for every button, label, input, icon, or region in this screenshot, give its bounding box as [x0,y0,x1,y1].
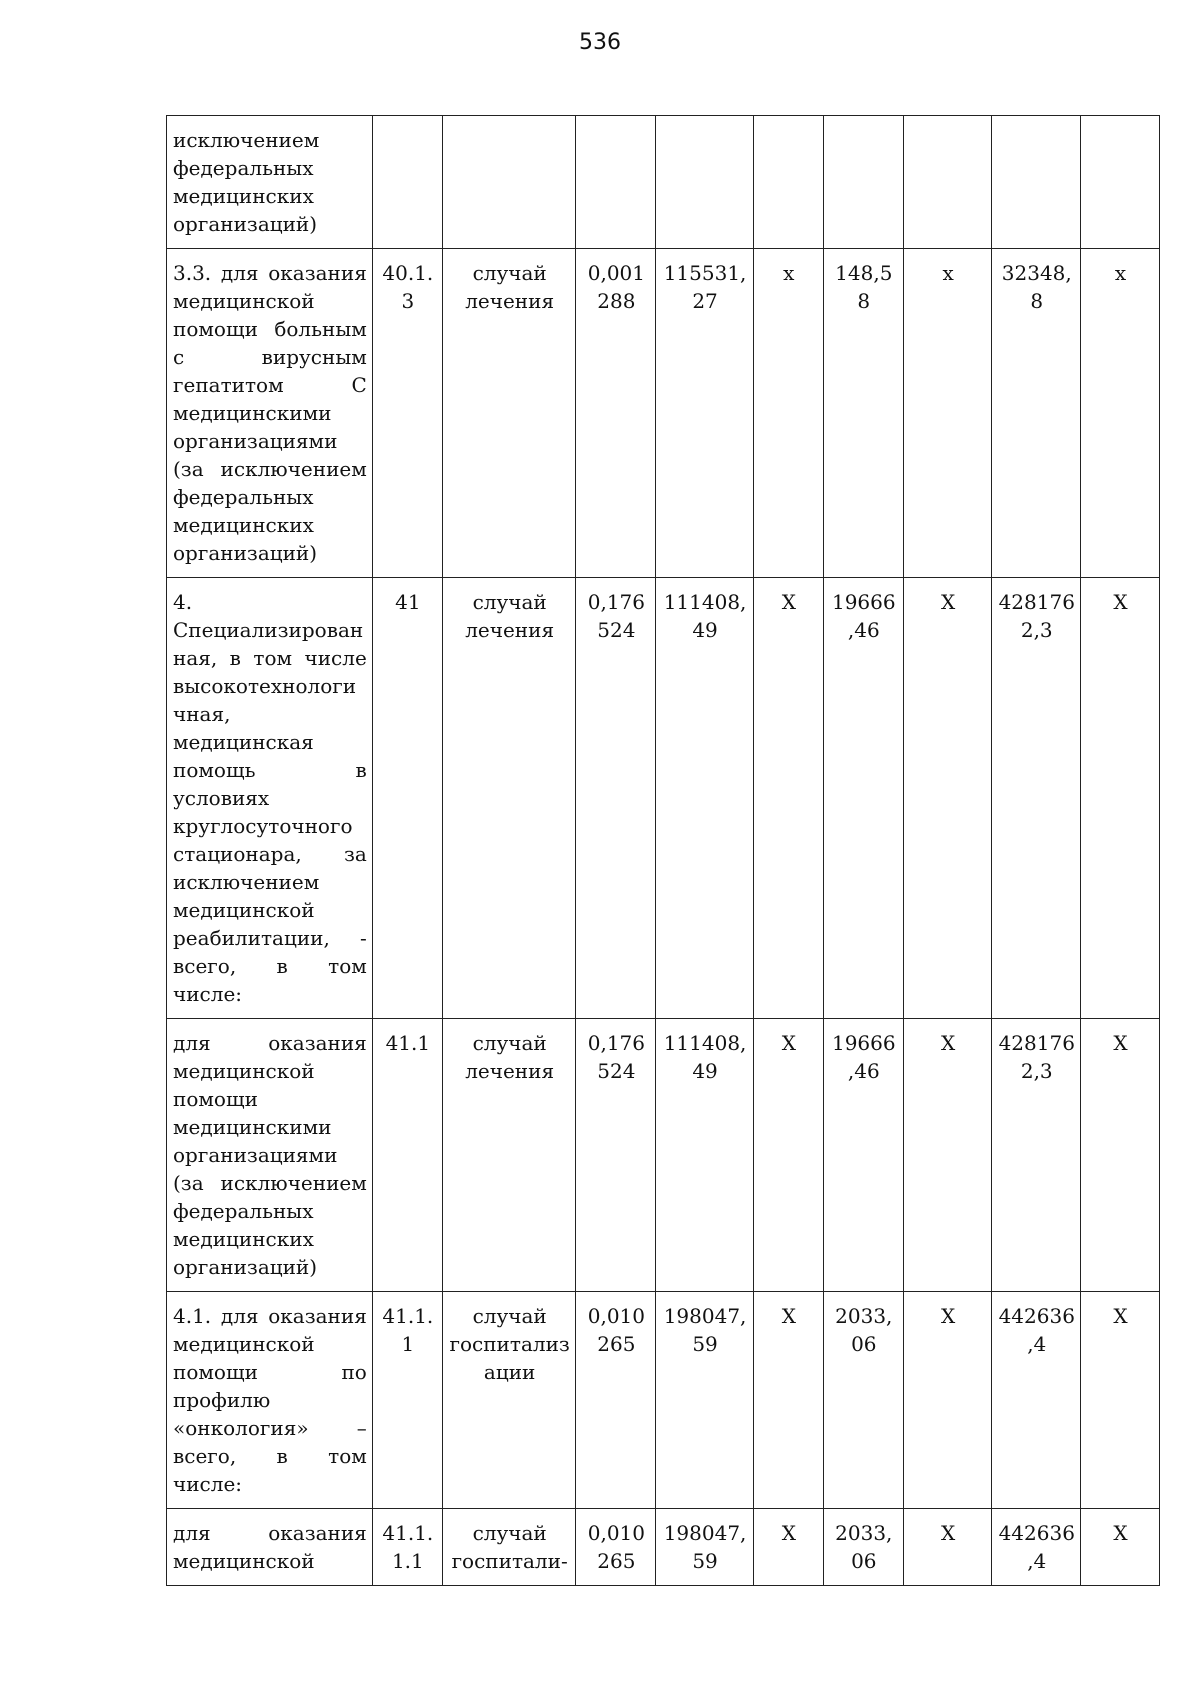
cell-code: 41.1.1 [372,1292,442,1509]
cell-unit [442,116,576,249]
cell-name: исключением федеральных медицинских организаций) [167,116,373,249]
cell-volume: 0,001288 [576,249,656,578]
cell-volume [576,116,656,249]
cell-col7: 2033,06 [823,1292,903,1509]
cell-col6: х [753,249,823,578]
cell-col7: 19666,46 [823,1019,903,1292]
table-row [167,116,1160,249]
cell-unit: случай госпитализации [442,1292,576,1509]
cell-code: 41.1 [372,1019,442,1292]
cell-col8: Х [903,1509,992,1586]
cell-unit: случай госпитали- [442,1509,576,1586]
cell-cost: 115531,27 [656,249,753,578]
cell-col9 [992,116,1081,249]
cell-cost: 198047,59 [656,1509,753,1586]
cell-col9: 442636,4 [992,1292,1081,1509]
cell-col6: Х [753,1292,823,1509]
cell-col9: 4281762,3 [992,578,1081,1019]
cell-code: 41 [372,578,442,1019]
cell-name: 4.1. для оказания медицинской помощи по профилю «онкология» – всего, в том числе: [167,1292,373,1509]
cell-col6 [753,116,823,249]
cell-col10: Х [1081,1292,1160,1509]
page-number: 536 [579,30,621,55]
cell-name: 3.3. для оказания медицинской помощи больным с вирусным гепатитом С медицинскими организациями (за исключением федеральных медицинских организаций) [167,249,373,578]
cell-volume: 0,010265 [576,1292,656,1509]
cell-col10: х [1081,249,1160,578]
cell-cost: 111408,49 [656,578,753,1019]
table-row [167,578,1160,1019]
cell-name: для оказания медицинской [167,1509,373,1586]
cell-col6: Х [753,578,823,1019]
cell-col7 [823,116,903,249]
table-row [167,1509,1160,1586]
cell-unit: случай лечения [442,249,576,578]
cell-col9: 442636,4 [992,1509,1081,1586]
cell-name: 4. Специализированная, в том числе высокотехнологичная, медицинская помощь в условиях круглосуточного стационара, за исключением медицинской реабилитации, - всего, в том числе: [167,578,373,1019]
cell-unit: случай лечения [442,578,576,1019]
cell-col7: 148,58 [823,249,903,578]
cell-col7: 19666,46 [823,578,903,1019]
cell-code: 40.1.3 [372,249,442,578]
cell-cost [656,116,753,249]
table-row [167,1292,1160,1509]
cell-col10: Х [1081,1019,1160,1292]
cell-col10: Х [1081,1509,1160,1586]
cell-col8: Х [903,1019,992,1292]
cell-col8: х [903,249,992,578]
cell-col8: Х [903,1292,992,1509]
cell-col9: 4281762,3 [992,1019,1081,1292]
table-row [167,1019,1160,1292]
cell-col6: Х [753,1019,823,1292]
cell-col10: Х [1081,578,1160,1019]
cell-cost: 198047,59 [656,1292,753,1509]
cell-col7: 2033,06 [823,1509,903,1586]
table-row [167,249,1160,578]
cell-col8 [903,116,992,249]
cell-col6: Х [753,1509,823,1586]
cell-col8: Х [903,578,992,1019]
cell-code: 41.1.1.1 [372,1509,442,1586]
cell-volume: 0,010265 [576,1509,656,1586]
cell-volume: 0,176524 [576,578,656,1019]
cell-cost: 111408,49 [656,1019,753,1292]
cell-code [372,116,442,249]
cell-col10 [1081,116,1160,249]
cell-volume: 0,176524 [576,1019,656,1292]
cell-name: для оказания медицинской помощи медицинскими организациями (за исключением федеральных медицинских организаций) [167,1019,373,1292]
cell-unit: случай лечения [442,1019,576,1292]
cell-col9: 32348,8 [992,249,1081,578]
norms-table [166,115,1160,1586]
